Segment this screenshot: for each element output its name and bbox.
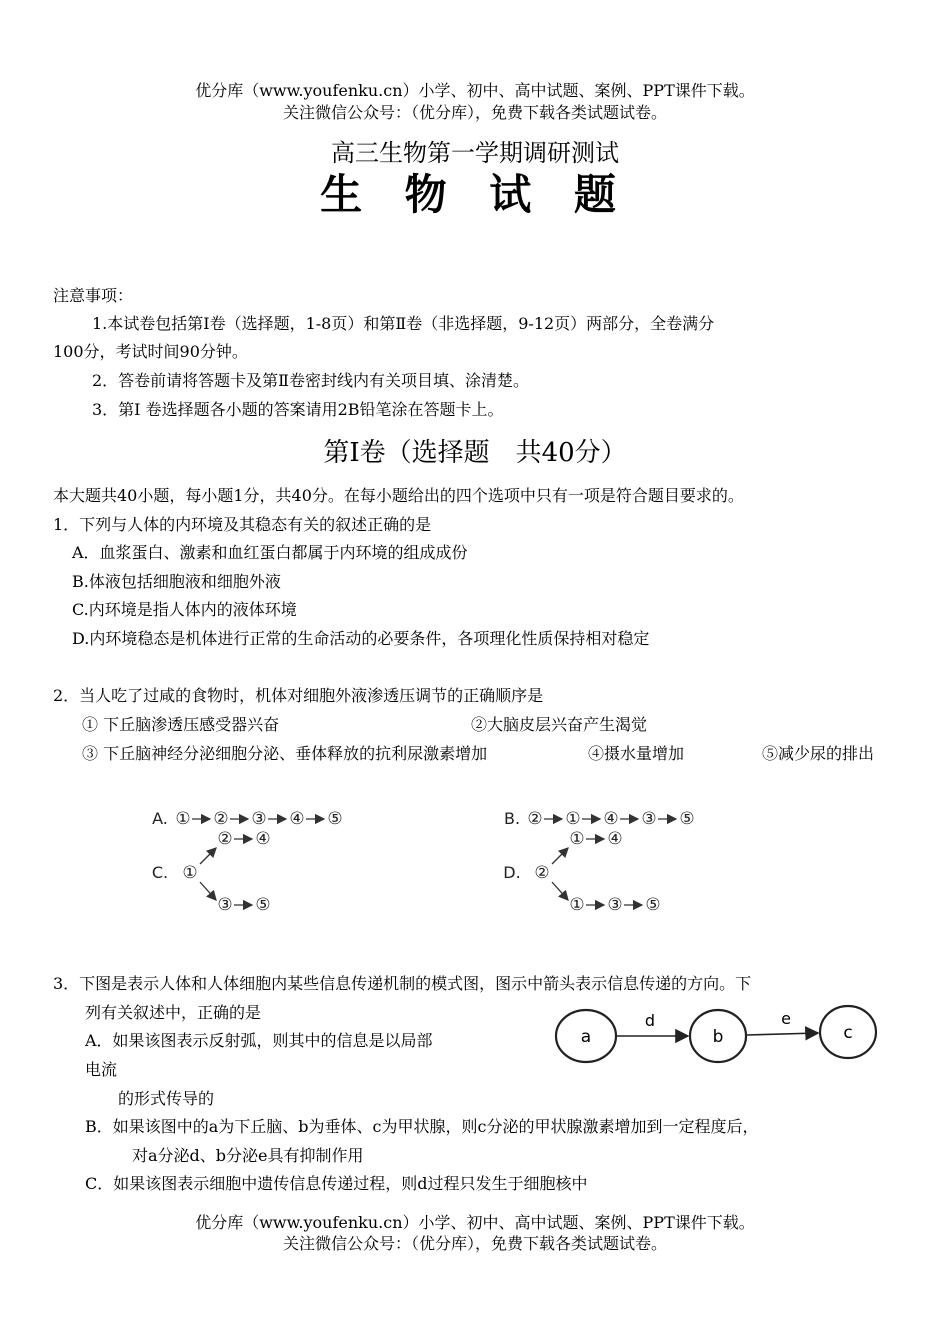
- q3-signal-diagram: [550, 1000, 890, 1080]
- section-intro: 本大题共40小题，每小题1分，共40分。在每小题给出的四个选项中只有一项是符合题目要求的。: [53, 486, 744, 505]
- option-a-node-1: ①: [175, 809, 191, 829]
- footer-line-2: 关注微信公众号：（优分库），免费下载各类试题试卷。: [282, 1234, 667, 1253]
- notice-label: 注意事项：: [53, 286, 134, 305]
- q2-statement-3: ③ 下丘脑神经分泌细胞分泌、垂体释放的抗利尿激素增加: [82, 744, 488, 763]
- q3-stem-line-2: 列有关叙述中，正确的是: [85, 1003, 262, 1022]
- option-c-upper-node-2: ④: [255, 829, 271, 849]
- option-d-branch-up: [552, 848, 568, 864]
- footer-line-1: 优分库（www.youfenku.cn）小学、初中、高中试题、案例、PPT课件下载。: [195, 1213, 755, 1232]
- option-d-lower-node-2: ③: [607, 895, 623, 915]
- edge-d-label: d: [644, 1011, 656, 1030]
- q3-option-b-cont: 对a分泌d、b分泌e具有抑制作用: [132, 1146, 364, 1165]
- option-b-node-2: ①: [565, 809, 581, 829]
- exam-subtitle: 高三生物第一学期调研测试: [331, 139, 619, 167]
- option-b-node-4: ③: [641, 809, 657, 829]
- notice-item-2: 2．答卷前请将答题卡及第Ⅱ卷密封线内有关项目填、涂清楚。: [92, 371, 530, 390]
- header-line-1: 优分库（www.youfenku.cn）小学、初中、高中试题、案例、PPT课件下载。: [195, 81, 755, 100]
- q3-option-a-cont-2: 的形式传导的: [118, 1089, 215, 1108]
- option-b-node-1: ②: [527, 809, 543, 829]
- option-c-branch-down: [200, 882, 216, 900]
- edge-e-arrow: [746, 1033, 818, 1035]
- option-a-node-3: ③: [251, 809, 267, 829]
- q1-option-d: D.内环境稳态是机体进行正常的生命活动的必要条件，各项理化性质保持相对稳定: [72, 629, 650, 648]
- node-b-label: b: [712, 1027, 724, 1047]
- option-d-upper-node-1: ①: [569, 829, 585, 849]
- option-b-node-5: ⑤: [679, 809, 695, 829]
- q1-stem: 1．下列与人体的内环境及其稳态有关的叙述正确的是: [53, 515, 432, 534]
- option-c-lower-node-1: ③: [217, 895, 233, 915]
- option-c-label: C.: [151, 863, 169, 882]
- option-d-branch-down: [552, 882, 568, 900]
- option-d-lower-node-1: ①: [569, 895, 585, 915]
- option-c-root: ①: [182, 863, 198, 883]
- q1-option-c: C.内环境是指人体内的液体环境: [72, 600, 297, 619]
- q1-option-a: A．血浆蛋白、激素和血红蛋白都属于内环境的组成成份: [72, 543, 468, 562]
- q3-option-a: A．如果该图表示反射弧，则其中的信息是以局部: [85, 1031, 433, 1050]
- q2-statement-2: ②大脑皮层兴奋产生渴觉: [471, 715, 648, 734]
- edge-e-label: e: [781, 1009, 791, 1028]
- option-d-label: D.: [503, 863, 521, 882]
- notice-item-3: 3．第Ⅰ 卷选择题各小题的答案请用2B铅笔涂在答题卡上。: [92, 400, 504, 419]
- notice-item-1: 1.本试卷包括第Ⅰ卷（选择题，1-8页）和第Ⅱ卷（非选择题，9-12页）两部分，全卷满分: [92, 314, 715, 333]
- notice-item-1-cont: 100分，考试时间90分钟。: [53, 342, 248, 361]
- option-d-root: ②: [534, 863, 550, 883]
- q3-option-b: B．如果该图中的a为下丘脑、b为垂体、c为甲状腺，则c分泌的甲状腺激素增加到一定程度后，: [85, 1117, 759, 1136]
- option-d-lower-node-3: ⑤: [645, 895, 661, 915]
- q2-stem: 2．当人吃了过咸的食物时，机体对细胞外液渗透压调节的正确顺序是: [53, 686, 544, 705]
- node-c-label: c: [843, 1023, 853, 1043]
- option-c-upper-node-1: ②: [217, 829, 233, 849]
- option-c-branch-up: [200, 848, 216, 864]
- option-a-label: A.: [152, 809, 168, 828]
- q2-options-diagram: [140, 800, 740, 920]
- option-a-node-2: ②: [213, 809, 229, 829]
- q2-statement-5: ⑤减少尿的排出: [762, 744, 875, 763]
- q3-option-c: C．如果该图表示细胞中遗传信息传递过程，则d过程只发生于细胞核中: [85, 1174, 588, 1193]
- q3-stem-line-1: 3．下图是表示人体和人体细胞内某些信息传递机制的模式图，图示中箭头表示信息传递的方向。下: [53, 974, 752, 993]
- option-a-node-5: ⑤: [327, 809, 343, 829]
- option-b-node-3: ④: [603, 809, 619, 829]
- q2-statement-4: ④摄水量增加: [588, 744, 685, 763]
- node-a-label: a: [580, 1027, 592, 1047]
- option-b-label: B.: [503, 809, 521, 828]
- section-title: 第Ⅰ卷（选择题 共40分）: [323, 438, 627, 468]
- exam-title: 生 物 试 题: [320, 170, 630, 219]
- q3-option-a-cont-1: 电流: [85, 1060, 118, 1079]
- option-d-upper-node-2: ④: [607, 829, 623, 849]
- header-line-2: 关注微信公众号：（优分库），免费下载各类试题试卷。: [282, 103, 667, 122]
- q2-statement-1: ① 下丘脑渗透压感受器兴奋: [82, 715, 280, 734]
- q1-option-b: B.体液包括细胞液和细胞外液: [72, 572, 281, 591]
- option-a-node-4: ④: [289, 809, 305, 829]
- option-c-lower-node-2: ⑤: [255, 895, 271, 915]
